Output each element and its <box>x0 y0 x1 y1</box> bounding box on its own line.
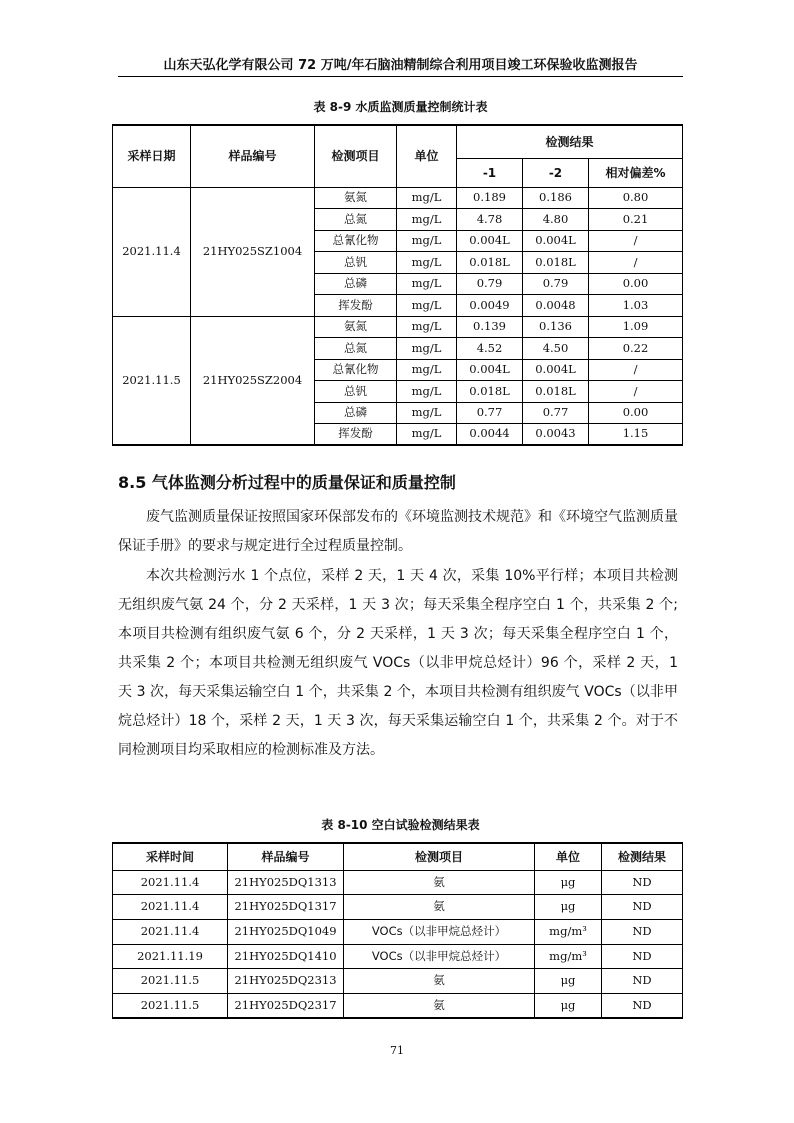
result-1-cell: 0.004L <box>457 230 523 252</box>
test-item-cell: 挥发酚 <box>315 295 397 317</box>
sampling-time-cell: 2021.11.4 <box>113 919 228 944</box>
col-header-unit: 单位 <box>397 125 457 187</box>
result-2-cell: 4.80 <box>523 209 589 231</box>
unit-cell: mg/L <box>397 187 457 209</box>
relative-deviation-cell: / <box>589 359 683 381</box>
result-2-cell: 0.004L <box>523 230 589 252</box>
unit-cell: mg/L <box>397 316 457 338</box>
unit-cell: mg/m³ <box>535 919 602 944</box>
water-quality-control-table <box>112 124 683 446</box>
sample-id-cell: 21HY025DQ1410 <box>228 944 344 969</box>
sampling-time-cell: 2021.11.5 <box>113 969 228 994</box>
test-item-cell: 氨 <box>344 993 535 1018</box>
test-item-cell: 氨 <box>344 870 535 895</box>
table-row <box>113 969 683 994</box>
test-result-cell: ND <box>602 993 683 1018</box>
result-1-cell: 0.004L <box>457 359 523 381</box>
result-2-cell: 0.018L <box>523 381 589 403</box>
unit-cell: μg <box>535 993 602 1018</box>
relative-deviation-cell: 1.15 <box>589 424 683 446</box>
result-2-cell: 4.50 <box>523 338 589 360</box>
unit-cell: mg/L <box>397 338 457 360</box>
relative-deviation-cell: 0.21 <box>589 209 683 231</box>
test-item-cell: 氨氮 <box>315 316 397 338</box>
result-1-cell: 0.189 <box>457 187 523 209</box>
result-1-cell: 0.0044 <box>457 424 523 446</box>
relative-deviation-cell: 0.22 <box>589 338 683 360</box>
unit-cell: mg/L <box>397 273 457 295</box>
col-header-test-item: 检测项目 <box>315 125 397 187</box>
test-item-cell: VOCs（以非甲烷总烃计） <box>344 944 535 969</box>
relative-deviation-cell: / <box>589 230 683 252</box>
col-header-sample-id: 样品编号 <box>191 125 315 187</box>
relative-deviation-cell: 0.00 <box>589 402 683 424</box>
test-item-cell: 总氰化物 <box>315 230 397 252</box>
sample-id-cell: 21HY025SZ1004 <box>191 187 315 316</box>
unit-cell: mg/L <box>397 295 457 317</box>
test-item-cell: VOCs（以非甲烷总烃计） <box>344 919 535 944</box>
relative-deviation-cell: 1.03 <box>589 295 683 317</box>
page-number: 71 <box>390 1044 404 1057</box>
table-row <box>113 919 683 944</box>
sample-id-cell: 21HY025DQ1317 <box>228 895 344 920</box>
test-item-cell: 总磷 <box>315 402 397 424</box>
sampling-time-cell: 2021.11.19 <box>113 944 228 969</box>
col-header-sampling-time: 采样时间 <box>113 843 228 870</box>
unit-cell: mg/L <box>397 424 457 446</box>
relative-deviation-cell: 0.80 <box>589 187 683 209</box>
result-1-cell: 0.139 <box>457 316 523 338</box>
report-header-title: 山东天弘化学有限公司 72 万吨/年石脑油精制综合利用项目竣工环保验收监测报告 <box>163 58 638 73</box>
paragraph-sampling-summary: 本次共检测污水 1 个点位，采样 2 天，1 天 4 次，采集 10%平行样；本项目共检测无组织废气氨 24 个，分 2 天采样，1 天 3 次；每天采集全程序空白 1 个，共采集 2 个;本项目共检测有组织废气氨 6 个，分 2 天采样，1 天 3 次；每天采集全程序空白 1 个，共采集 2 个；本项目共检测无组织废气 VOCs（以非甲烷总烃计）96 个，采样 2 天，1 天 3 次，每天采集运输空白 1 个，共采集 2 个，本项目共检测有组织废气 VOCs（以非甲烷总烃计）18 个，采样 2 天，1 天 3 次，每天采集运输空白 1 个，共采集 2 个。对于不同检测项目均采取相应的检测标准及方法。 <box>118 568 678 758</box>
unit-cell: mg/L <box>397 230 457 252</box>
unit-cell: μg <box>535 969 602 994</box>
unit-cell: mg/L <box>397 402 457 424</box>
result-2-cell: 0.186 <box>523 187 589 209</box>
sample-id-cell: 21HY025DQ2317 <box>228 993 344 1018</box>
unit-cell: mg/m³ <box>535 944 602 969</box>
header-divider <box>118 76 683 77</box>
sampling-time-cell: 2021.11.4 <box>113 870 228 895</box>
unit-cell: μg <box>535 870 602 895</box>
result-1-cell: 0.79 <box>457 273 523 295</box>
table-row <box>113 870 683 895</box>
sample-id-cell: 21HY025DQ2313 <box>228 969 344 994</box>
result-1-cell: 4.78 <box>457 209 523 231</box>
table-8-9-caption: 表 8-9 水质监测质量控制统计表 <box>313 100 488 114</box>
unit-cell: mg/L <box>397 209 457 231</box>
relative-deviation-cell: / <box>589 381 683 403</box>
col-header-test-result: 检测结果 <box>602 843 683 870</box>
section-heading-8-5: 8.5 气体监测分析过程中的质量保证和质量控制 <box>118 473 456 492</box>
table-row <box>113 316 683 338</box>
col-header-test-item: 检测项目 <box>344 843 535 870</box>
test-result-cell: ND <box>602 895 683 920</box>
result-2-cell: 0.018L <box>523 252 589 274</box>
blank-test-results-table <box>112 842 683 1019</box>
relative-deviation-cell: 0.00 <box>589 273 683 295</box>
sampling-date-cell: 2021.11.4 <box>113 187 191 316</box>
test-result-cell: ND <box>602 969 683 994</box>
table-row <box>113 944 683 969</box>
result-1-cell: 0.77 <box>457 402 523 424</box>
test-item-cell: 总氮 <box>315 209 397 231</box>
test-result-cell: ND <box>602 870 683 895</box>
test-item-cell: 总钒 <box>315 252 397 274</box>
unit-cell: mg/L <box>397 381 457 403</box>
result-2-cell: 0.136 <box>523 316 589 338</box>
sampling-time-cell: 2021.11.5 <box>113 993 228 1018</box>
sample-id-cell: 21HY025SZ2004 <box>191 316 315 445</box>
col-header-unit: 单位 <box>535 843 602 870</box>
unit-cell: mg/L <box>397 359 457 381</box>
relative-deviation-cell: / <box>589 252 683 274</box>
relative-deviation-cell: 1.09 <box>589 316 683 338</box>
col-header-sample-id: 样品编号 <box>228 843 344 870</box>
test-item-cell: 总氰化物 <box>315 359 397 381</box>
test-item-cell: 总钒 <box>315 381 397 403</box>
table-row <box>113 895 683 920</box>
result-2-cell: 0.79 <box>523 273 589 295</box>
col-header-result-2: -2 <box>523 158 589 187</box>
result-1-cell: 0.018L <box>457 252 523 274</box>
col-header-result-1: -1 <box>457 158 523 187</box>
test-item-cell: 氨 <box>344 969 535 994</box>
result-2-cell: 0.77 <box>523 402 589 424</box>
table-8-10-caption: 表 8-10 空白试验检测结果表 <box>321 818 480 832</box>
result-1-cell: 0.018L <box>457 381 523 403</box>
test-result-cell: ND <box>602 944 683 969</box>
sampling-date-cell: 2021.11.5 <box>113 316 191 445</box>
test-item-cell: 氨氮 <box>315 187 397 209</box>
test-result-cell: ND <box>602 919 683 944</box>
table-row <box>113 993 683 1018</box>
test-item-cell: 总磷 <box>315 273 397 295</box>
sampling-time-cell: 2021.11.4 <box>113 895 228 920</box>
col-header-relative-deviation: 相对偏差% <box>589 158 683 187</box>
test-item-cell: 挥发酚 <box>315 424 397 446</box>
unit-cell: mg/L <box>397 252 457 274</box>
result-2-cell: 0.004L <box>523 359 589 381</box>
table-row <box>113 187 683 209</box>
result-1-cell: 0.0049 <box>457 295 523 317</box>
sample-id-cell: 21HY025DQ1313 <box>228 870 344 895</box>
result-2-cell: 0.0048 <box>523 295 589 317</box>
unit-cell: μg <box>535 895 602 920</box>
paragraph-quality-assurance: 废气监测质量保证按照国家环保部发布的《环境监测技术规范》和《环境空气监测质量保证手册》的要求与规定进行全过程质量控制。 <box>118 509 678 554</box>
result-2-cell: 0.0043 <box>523 424 589 446</box>
test-item-cell: 总氮 <box>315 338 397 360</box>
test-item-cell: 氨 <box>344 895 535 920</box>
sample-id-cell: 21HY025DQ1049 <box>228 919 344 944</box>
result-1-cell: 4.52 <box>457 338 523 360</box>
col-header-test-result: 检测结果 <box>457 125 683 158</box>
col-header-sampling-date: 采样日期 <box>113 125 191 187</box>
